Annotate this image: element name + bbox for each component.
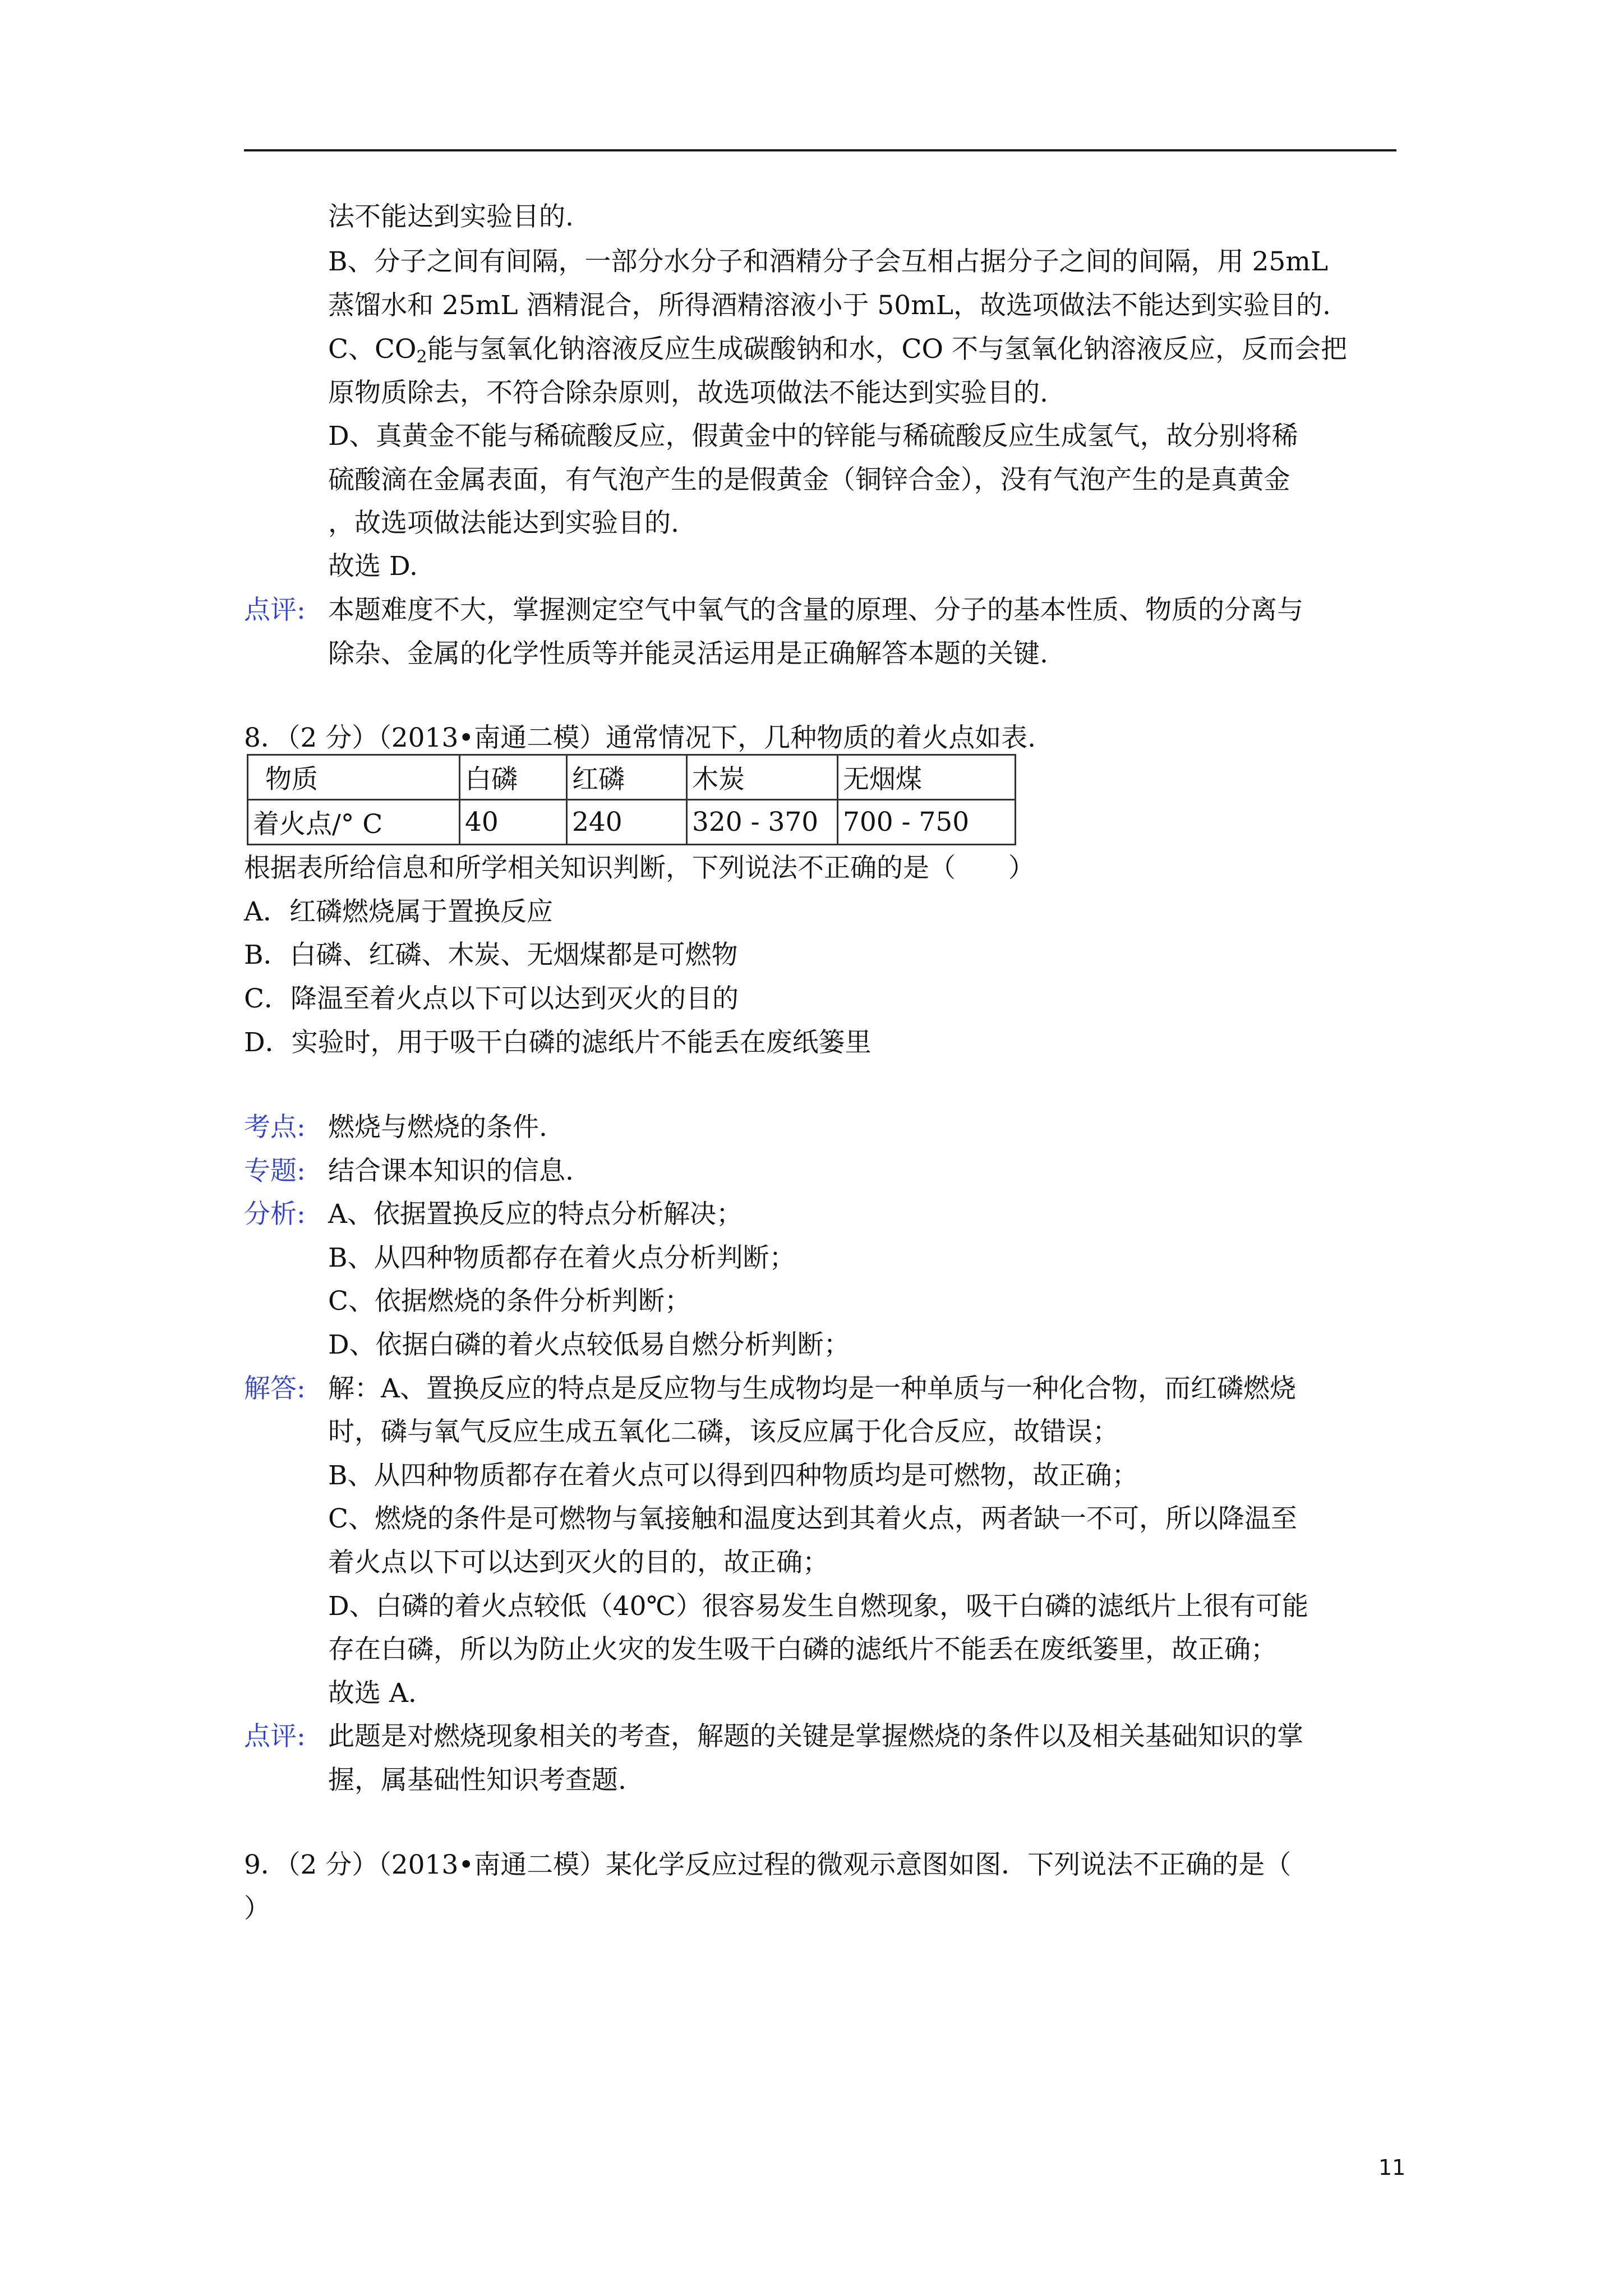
text-line: 故选 A. bbox=[328, 1678, 417, 1709]
subscript: 2 bbox=[416, 347, 427, 367]
text-line: 着火点以下可以达到灭火的目的，故正确； bbox=[328, 1547, 829, 1578]
table-cell: 240 bbox=[567, 800, 687, 845]
text-line: D、白磷的着火点较低（40℃）很容易发生自燃现象，吸干白磷的滤纸片上很有可能 bbox=[328, 1591, 1309, 1622]
table-cell: 物质 bbox=[248, 755, 460, 800]
table-cell: 着火点/° C bbox=[248, 800, 460, 845]
text-line: B、分子之间有间隔，一部分水分子和酒精分子会互相占据分子之间的间隔，用 25mL bbox=[328, 246, 1329, 277]
option-d: D．实验时，用于吸干白磷的滤纸片不能丢在废纸篓里 bbox=[244, 1027, 872, 1058]
question-8-stem: 8．（2 分）（2013•南通二模）通常情况下，几种物质的着火点如表. bbox=[244, 723, 1036, 753]
table-row bbox=[248, 800, 1016, 845]
question-9-stem: 9．（2 分）（2013•南通二模）某化学反应过程的微观示意图如图．下列说法不正确的是（ bbox=[244, 1849, 1292, 1880]
kaodian-label: 考点: bbox=[244, 1112, 306, 1143]
text-line: 法不能达到实验目的. bbox=[328, 201, 574, 232]
table-cell: 320 - 370 bbox=[687, 800, 838, 845]
text-line: 硫酸滴在金属表面，有气泡产生的是假黄金（铜锌合金），没有气泡产生的是真黄金 bbox=[328, 464, 1290, 495]
text-line: 蒸馏水和 25mL 酒精混合，所得酒精溶液小于 50mL，故选项做法不能达到实验目的. bbox=[328, 290, 1331, 321]
text-line: B、从四种物质都存在着火点可以得到四种物质均是可燃物，故正确； bbox=[328, 1460, 1138, 1491]
header-rule bbox=[244, 149, 1396, 151]
table-cell: 无烟煤 bbox=[838, 755, 1016, 800]
text-line: C、依据燃烧的条件分析判断； bbox=[328, 1286, 691, 1317]
text-line: 时，磷与氧气反应生成五氧化二磷，该反应属于化合反应，故错误； bbox=[328, 1416, 1119, 1447]
option-c: C．降温至着火点以下可以达到灭火的目的 bbox=[244, 983, 739, 1014]
text-line: 除杂、金属的化学性质等并能灵活运用是正确解答本题的关键. bbox=[328, 638, 1048, 669]
dianping-label: 点评: bbox=[244, 1721, 306, 1752]
text-line: A、依据置换反应的特点分析解决； bbox=[328, 1199, 743, 1230]
fenxi-label: 分析: bbox=[244, 1199, 306, 1230]
question-8-prompt: 根据表所给信息和所学相关知识判断，下列说法不正确的是（ ） bbox=[244, 853, 1035, 884]
zhuanti-text: 结合课本知识的信息. bbox=[328, 1156, 574, 1186]
table-cell: 红磷 bbox=[567, 755, 687, 800]
text-line: 握，属基础性知识考查题. bbox=[328, 1765, 626, 1796]
text-line: 存在白磷，所以为防止火灾的发生吸干白磷的滤纸片不能丢在废纸篓里，故正确； bbox=[328, 1634, 1277, 1665]
zhuanti-label: 专题: bbox=[244, 1156, 306, 1186]
question-9-stem-cont: ） bbox=[244, 1893, 270, 1924]
page-number: 11 bbox=[1378, 2155, 1406, 2180]
ignition-point-table bbox=[247, 754, 1016, 845]
c-prefix: C、CO bbox=[328, 334, 417, 365]
text-line: 此题是对燃烧现象相关的考查，解题的关键是掌握燃烧的条件以及相关基础知识的掌 bbox=[328, 1721, 1303, 1752]
c-rest: 能与氢氧化钠溶液反应生成碳酸钠和水，CO 不与氢氧化钠溶液反应，反而会把 bbox=[427, 334, 1347, 365]
table-cell: 40 bbox=[460, 800, 567, 845]
text-line: 故选 D. bbox=[328, 551, 418, 582]
text-line: 本题难度不大，掌握测定空气中氧气的含量的原理、分子的基本性质、物质的分离与 bbox=[328, 595, 1303, 625]
table-cell: 白磷 bbox=[460, 755, 567, 800]
table-cell: 700 - 750 bbox=[838, 800, 1016, 845]
kaodian-text: 燃烧与燃烧的条件. bbox=[328, 1112, 547, 1143]
text-line: D、依据白磷的着火点较低易自燃分析判断； bbox=[328, 1329, 850, 1360]
text-line: D、真黄金不能与稀硫酸反应，假黄金中的锌能与稀硫酸反应生成氢气，故分别将稀 bbox=[328, 421, 1298, 452]
text-line: 解：A、置换反应的特点是反应物与生成物均是一种单质与一种化合物，而红磷燃烧 bbox=[328, 1373, 1296, 1404]
table-row bbox=[248, 755, 1016, 800]
table-cell: 木炭 bbox=[687, 755, 838, 800]
text-line: C、燃烧的条件是可燃物与氧接触和温度达到其着火点，两者缺一不可，所以降温至 bbox=[328, 1503, 1297, 1534]
text-line: B、从四种物质都存在着火点分析判断； bbox=[328, 1243, 796, 1273]
option-b: B．白磷、红磷、木炭、无烟煤都是可燃物 bbox=[244, 940, 738, 970]
text-line: 原物质除去，不符合除杂原则，故选项做法不能达到实验目的. bbox=[328, 378, 1048, 408]
text-line: ，故选项做法能达到实验目的. bbox=[328, 508, 679, 539]
comment-label: 点评: bbox=[244, 595, 306, 625]
text-line bbox=[328, 333, 1347, 366]
jieda-label: 解答: bbox=[244, 1373, 306, 1404]
option-a: A．红磷燃烧属于置换反应 bbox=[244, 896, 553, 927]
